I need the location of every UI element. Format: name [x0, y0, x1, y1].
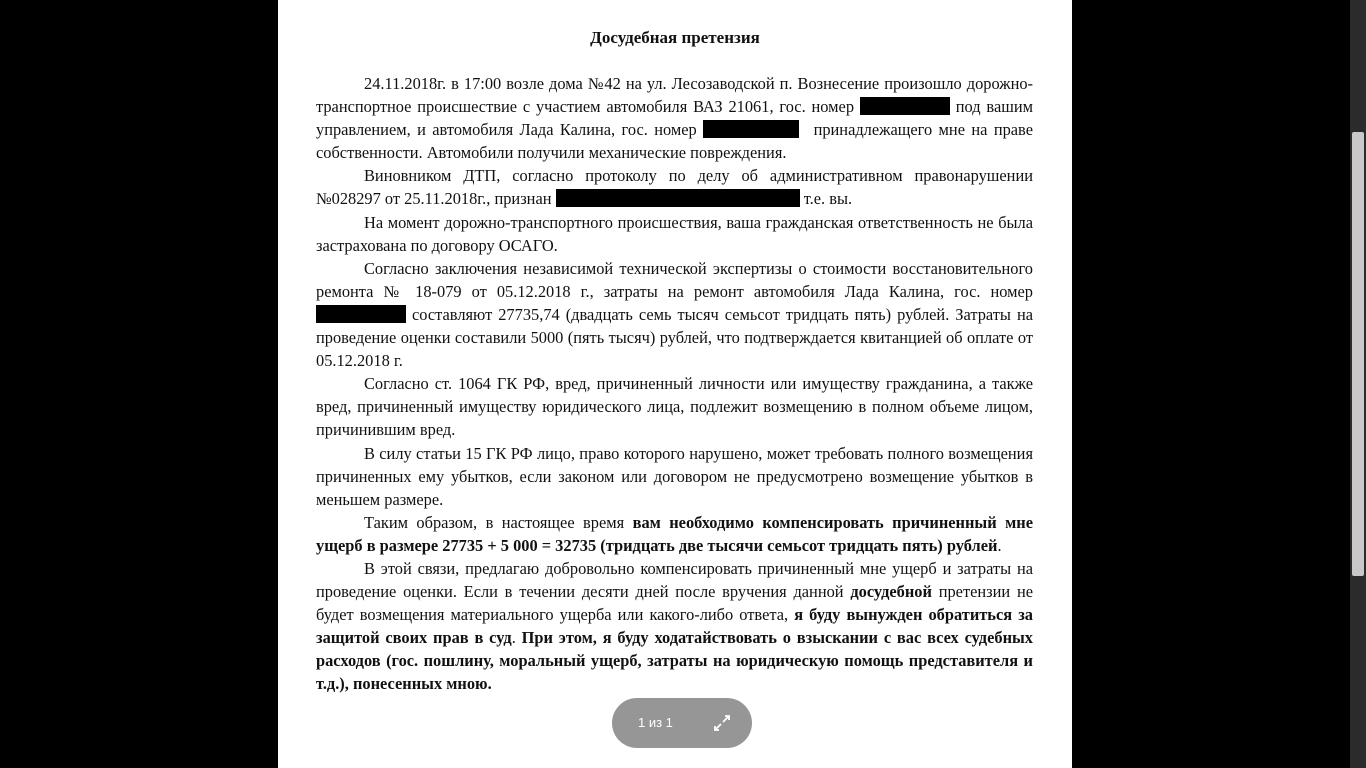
paragraph-3: На момент дорожно-транспортного происшествия, ваша гражданская ответственность не была застрахована по договору ОСАГО. — [316, 212, 1033, 255]
p8-text-e: . — [511, 628, 516, 648]
page-indicator-overlay[interactable] — [612, 698, 752, 748]
p8-bold-expenses: При этом, я буду ходатайствовать о взыскании с вас всех судебных расходов (гос. пошлину, моральный ущерб, затраты на юридическую помощь представителя и т.д.), понесенных мною. — [316, 628, 1033, 694]
paragraph-2 — [316, 164, 1033, 210]
paragraph-7 — [316, 511, 1033, 557]
paragraph-6: В силу статьи 15 ГК РФ лицо, право которого нарушено, может требовать полного возмещения причиненных ему убытков, если законом или договором не предусмотрено возмещение убытков в меньшем размере. — [316, 443, 1033, 509]
paragraph-5: Согласно ст. 1064 ГК РФ, вред, причиненный личности или имуществу гражданина, а также вред, причиненный имуществу юридического лица, подлежит возмещению в полном объеме лицом, причинившим вред. — [316, 374, 1033, 440]
document-body — [316, 72, 1033, 696]
redaction-box — [860, 97, 950, 115]
p1-text-c: принадлежащего мне на праве собственности. Автомобили получили механические повреждения. — [316, 120, 1033, 163]
p4-text-a: Согласно заключения независимой технической экспертизы о стоимости восстановительного ремонта № 18-079 от 05.12.2018 г., затраты на ремонт автомобиля Лада Калина, гос. номер — [316, 258, 1033, 301]
document-page — [278, 0, 1072, 768]
scrollbar-thumb[interactable] — [1352, 132, 1364, 576]
paragraph-8 — [316, 557, 1033, 696]
p2-text-b: т.е. вы. — [803, 189, 853, 209]
p2-text-a: Виновником ДТП, согласно протоколу по делу об административном правонарушении №028297 от 25.11.2018г., признан — [316, 166, 1033, 209]
redaction-box — [316, 305, 406, 323]
paragraph-1 — [316, 72, 1033, 164]
p1-text-b: под вашим управлением, и автомобиля Лада Калина, гос. номер — [316, 97, 1033, 140]
paragraph-4 — [316, 257, 1033, 372]
document-title: Досудебная претензия — [590, 28, 760, 47]
p7-text-a: Таким образом, в настоящее время — [364, 512, 625, 532]
expand-arrows-icon[interactable] — [712, 713, 732, 733]
p4-text-b: составляют 27735,74 (двадцать семь тысяч семьсот тридцать пять) рублей. Затраты на проведение оценки составили 5000 (пять тысяч) рублей, что подтверждается квитанцией об оплате от 05.12.2018 г. — [316, 304, 1033, 371]
p1-text-a: 24.11.2018г. в 17:00 возле дома №42 на ул. Лесозаводской п. Вознесение произошло дорожно-транспортное происшествие с участием автомобиля ВАЗ 21061, гос. номер — [316, 74, 1033, 117]
p8-text-c: претензии не будет возмещения материального ущерба или какого-либо ответа, — [316, 582, 1033, 625]
p8-bold-word: досудебной — [850, 582, 932, 602]
vertical-scrollbar[interactable] — [1350, 0, 1366, 768]
redaction-box — [556, 189, 800, 207]
p8-bold-court: я буду вынужден обратиться за защитой своих прав в суд — [316, 605, 1033, 648]
p7-text-c: . — [997, 535, 1002, 555]
page-indicator-label: 1 из 1 — [638, 715, 673, 730]
redaction-box — [703, 120, 799, 138]
p8-text-a: В этой связи, предлагаю добровольно компенсировать причиненный мне ущерб и затраты на проведение оценки. Если в течении десяти дней после вручения данной — [316, 558, 1033, 602]
p7-bold-claim: вам необходимо компенсировать причиненный мне ущерб в размере 27735 + 5 000 = 32735 (тридцать две тысячи семьсот тридцать пять) рублей — [316, 512, 1033, 555]
